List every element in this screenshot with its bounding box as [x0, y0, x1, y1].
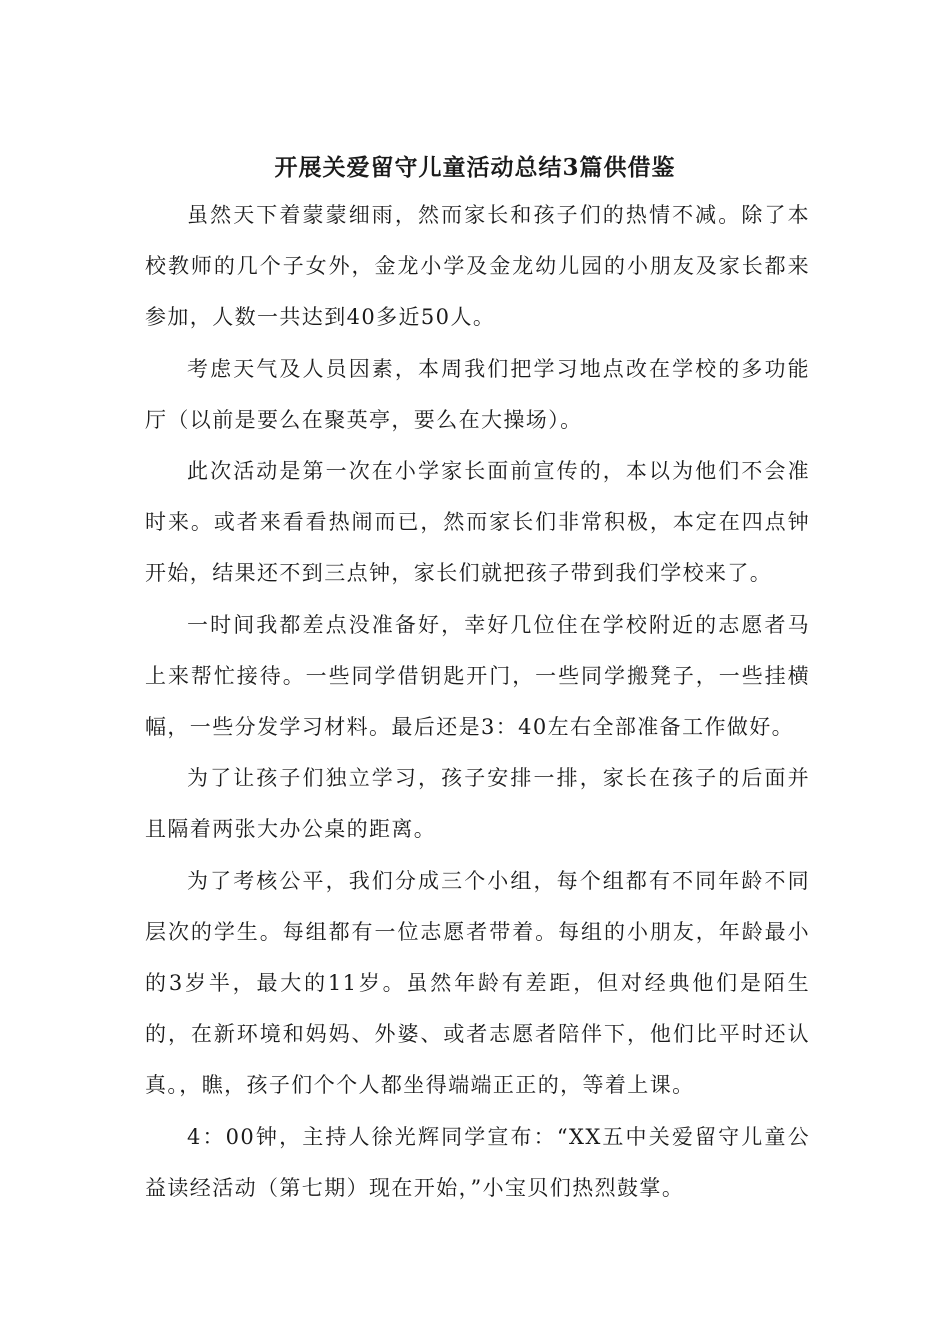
paragraph-4: 一时间我都差点没准备好，幸好几位住在学校附近的志愿者马上来帮忙接待。一些同学借钥匙开门，一些同学搬凳子，一些挂横幅，一些分发学习材料。最后还是3：40左右全部准备工作做好。 — [145, 612, 810, 740]
paragraph-1: 虽然天下着蒙蒙细雨，然而家长和孩子们的热情不减。除了本校教师的几个子女外，金龙小学及金龙幼儿园的小朋友及家长都来参加，人数一共达到40多近50人。 — [145, 203, 810, 330]
paragraph-5: 为了让孩子们独立学习，孩子安排一排，家长在孩子的后面并且隔着两张大办公桌的距离。 — [145, 766, 810, 842]
paragraph-3: 此次活动是第一次在小学家长面前宣传的，本以为他们不会准时来。或者来看看热闹而已，然而家长们非常积极，本定在四点钟开始，结果还不到三点钟，家长们就把孩子带到我们学校来了。 — [145, 459, 810, 586]
paragraph-2: 考虑天气及人员因素，本周我们把学习地点改在学校的多功能厅（以前是要么在聚英亭，要么在大操场）。 — [145, 356, 810, 432]
document-title: 开展关爱留守儿童活动总结3篇供借鉴 — [274, 154, 676, 181]
document-body — [145, 190, 810, 1214]
paragraph-6: 为了考核公平，我们分成三个小组，每个组都有不同年龄不同层次的学生。每组都有一位志愿者带着。每组的小朋友，年龄最小的3岁半，最大的11岁。虽然年龄有差距，但对经典他们是陌生的，在新环境和妈妈、外婆、或者志愿者陪伴下，他们比平时还认真。，瞧，孩子们个个人都坐得端端正正的，等着上课。 — [145, 868, 810, 1098]
paragraph-7: 4：00钟，主持人徐光辉同学宣布：“XX五中关爱留守儿童公益读经活动（第七期）现在开始，”小宝贝们热烈鼓掌。 — [145, 1124, 810, 1200]
